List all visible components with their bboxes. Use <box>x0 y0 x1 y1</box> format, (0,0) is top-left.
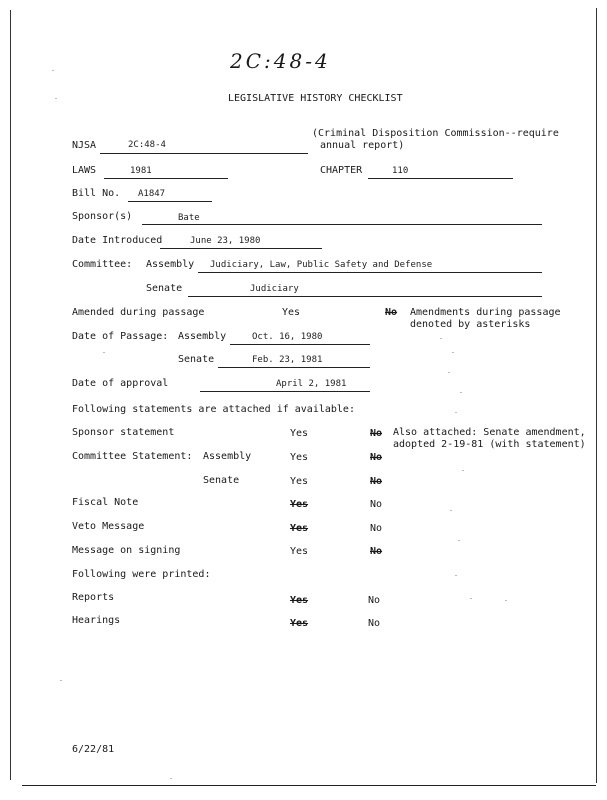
njsa-note-line1: (Criminal Disposition Commission--require <box>312 128 559 139</box>
statement-veto-message-yes-struck: Yes <box>290 523 309 534</box>
statement-message-signing-yes: Yes <box>290 546 309 557</box>
statement-message-signing-label: Message on signing <box>72 545 181 556</box>
date-introduced-value: June 23, 1980 <box>190 236 261 246</box>
committee-assembly-label: Assembly <box>146 259 195 270</box>
statement-committee-senate-no-struck: No <box>370 476 383 487</box>
sponsor-value: Bate <box>178 213 200 223</box>
passage-senate-label: Senate <box>178 354 215 365</box>
statement-fiscal-note-label: Fiscal Note <box>72 497 139 508</box>
statement-fiscal-note-yes-struck: Yes <box>290 499 309 510</box>
statement-fiscal-note-no: No <box>370 499 383 510</box>
approval-value: April 2, 1981 <box>276 379 347 389</box>
date-introduced-label: Date Introduced <box>72 235 163 246</box>
committee-senate-value: Judiciary <box>250 284 299 294</box>
chapter-underline <box>368 178 513 179</box>
njsa-label: NJSA <box>72 140 97 151</box>
page-title: LEGISLATIVE HISTORY CHECKLIST <box>228 93 403 104</box>
bill-underline <box>128 201 212 202</box>
footer-date: 6/22/81 <box>72 744 115 755</box>
committee-senate-label: Senate <box>146 283 183 294</box>
printed-hearings-yes-struck: Yes <box>290 618 309 629</box>
amended-no-struck: No <box>385 307 398 318</box>
printed-reports-no: No <box>368 595 381 606</box>
statement-committee-label: Committee Statement: <box>72 451 193 462</box>
committee-senate-underline <box>188 296 542 297</box>
approval-label: Date of approval <box>72 378 169 389</box>
also-attached-line2: adopted 2-19-81 (with statement) <box>393 439 586 450</box>
njsa-underline <box>100 153 308 154</box>
chapter-label: CHAPTER <box>320 165 363 176</box>
statement-sponsor-no-struck: No <box>370 428 383 439</box>
statement-sponsor-label: Sponsor statement <box>72 427 175 438</box>
also-attached-line1: Also attached: Senate amendment, <box>393 427 586 438</box>
njsa-value: 2C:48-4 <box>128 140 166 150</box>
amended-note-line2: denoted by asterisks <box>410 319 531 330</box>
date-introduced-underline <box>160 248 322 249</box>
passage-senate-underline <box>218 367 370 368</box>
statement-message-signing-no-struck: No <box>370 546 383 557</box>
printed-reports-label: Reports <box>72 592 115 603</box>
statement-veto-message-label: Veto Message <box>72 521 145 532</box>
handwritten-statute-number: 2C:48-4 <box>230 49 331 73</box>
committee-label: Committee: <box>72 259 133 270</box>
bill-label: Bill No. <box>72 188 121 199</box>
passage-assembly-value: Oct. 16, 1980 <box>252 332 323 342</box>
statement-committee-assembly-label: Assembly <box>203 451 252 462</box>
printed-heading: Following were printed: <box>72 569 211 580</box>
statement-committee-senate-label: Senate <box>203 475 240 486</box>
statement-committee-assembly-yes: Yes <box>290 452 309 463</box>
committee-assembly-underline <box>198 272 542 273</box>
laws-underline <box>104 178 228 179</box>
printed-hearings-no: No <box>368 618 381 629</box>
approval-underline <box>200 391 370 392</box>
passage-label: Date of Passage: <box>72 331 169 342</box>
printed-hearings-label: Hearings <box>72 615 121 626</box>
chapter-value: 110 <box>392 166 409 176</box>
statement-committee-assembly-no-struck: No <box>370 452 383 463</box>
laws-label: LAWS <box>72 165 97 176</box>
attached-heading: Following statements are attached if available: <box>72 404 355 415</box>
laws-value: 1981 <box>130 166 152 176</box>
statement-sponsor-yes: Yes <box>290 428 309 439</box>
passage-senate-value: Feb. 23, 1981 <box>252 355 323 365</box>
passage-assembly-underline <box>230 344 370 345</box>
amended-yes: Yes <box>282 307 301 318</box>
njsa-note-line2: annual report) <box>320 140 405 151</box>
statement-veto-message-no: No <box>370 523 383 534</box>
amended-label: Amended during passage <box>72 307 205 318</box>
bill-value: A1847 <box>138 189 166 199</box>
passage-assembly-label: Assembly <box>178 331 227 342</box>
sponsor-label: Sponsor(s) <box>72 211 133 222</box>
statement-committee-senate-yes: Yes <box>290 476 309 487</box>
printed-reports-yes-struck: Yes <box>290 595 309 606</box>
amended-note-line1: Amendments during passage <box>410 307 561 318</box>
right-page-edge <box>596 8 597 783</box>
left-page-edge <box>10 10 11 780</box>
committee-assembly-value: Judiciary, Law, Public Safety and Defense <box>210 260 433 270</box>
sponsor-underline <box>142 224 542 225</box>
bottom-page-edge <box>22 785 596 786</box>
